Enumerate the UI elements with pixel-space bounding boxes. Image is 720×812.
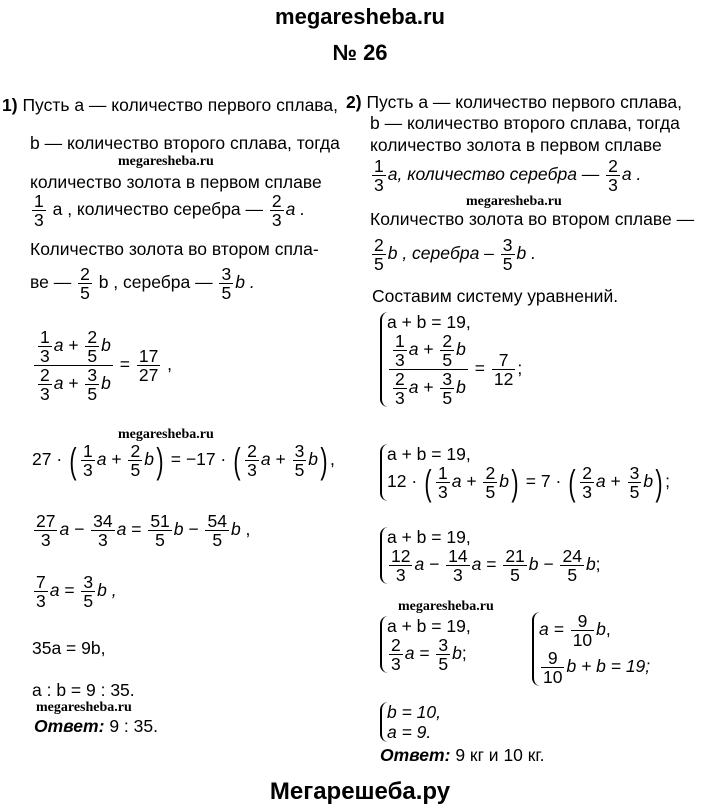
left-line-1: 1) Пусть a — количество первого сплава, [2,95,339,115]
fraction-2-3: $\frac{2}{3}$ [271,191,282,230]
fraction-3-5: $\frac{3}{5}$ [221,264,232,303]
system-3: a + b = 19, $\frac{12}{3}$ a − $\frac{14}{3}$ a = $\frac{21}{5}$ b − $\frac{24}{5}$ b; [380,527,601,584]
right-line-2: b — количество второго сплава, тогда [370,113,680,133]
right-line-6: $\frac{2}{5}$ b , серебра – $\frac{3}{5}$ b . [374,235,536,274]
system-6: b = 10, a = 9. [380,702,441,742]
left-equation-5: 35a = 9b, [32,638,106,658]
left-line-5: Количество золота во втором спла- [30,239,319,259]
left-line-6: ве — $\frac{2}{5}$ b , серебра — $\frac{3}{5}$ b . [30,264,255,303]
compound-fraction: $\frac{1}{3}$ a + $\frac{2}{5}$ b $\frac{2}{3}$ a + $\frac{3}{5}$ b [34,328,113,403]
right-answer: Ответ: 9 кг и 10 кг. [380,745,545,765]
site-title: megaresheba.ru [275,4,445,29]
left-equation-6: a : b = 9 : 35. [32,680,135,700]
watermark: megaresheba.ru [118,427,214,442]
right-line-3: количество золота в первом сплаве [370,135,662,155]
system-5: a = $\frac{9}{10}$ b, $\frac{9}{10}$ b + b = 19; [532,612,650,686]
left-equation-4: $\frac{7}{3}$ a = $\frac{3}{5}$ b , [36,572,117,611]
watermark: megaresheba.ru [398,599,494,614]
right-line-7: Составим систему уравнений. [372,286,619,306]
watermark: megaresheba.ru [118,154,214,169]
left-answer: Ответ: 9 : 35. [34,716,158,736]
left-line-3: количество золота в первом сплаве [30,172,322,192]
left-equation-3: $\frac{27}{3}$ a − $\frac{34}{3}$ a = $\frac{51}{5}$ b − $\frac{54}{5}$ b , [36,511,251,550]
footer: Мегарешеба.ру [269,778,451,805]
system-2: a + b = 19, 12 · ( $\frac{1}{3}$ a + $\frac{2}{5}$ b) = 7 · ( $\frac{2}{3}$ a + $\frac{3}{5}$ b) ; [380,444,670,501]
fraction-17-27: $\frac{17}{27}$ [138,346,159,385]
watermark: megaresheba.ru [466,194,562,209]
fraction-2-5: $\frac{2}{5}$ [80,264,90,303]
left-line-4: $\frac{1}{3}$ a , количество серебра — $\frac{2}{3}$ a . [34,191,306,230]
right-line-4: $\frac{1}{3}$ a, количество серебра — $\frac{2}{3}$ a . [374,156,642,195]
right-line-5: Количество золота во втором сплаве — [370,209,695,229]
system-4: a + b = 19, $\frac{2}{3}$ a = $\frac{3}{5}$ b; [380,616,471,673]
left-equation-2: 27 · ( $\frac{1}{3}$ a + $\frac{2}{5}$ b) = −17 · ( $\frac{2}{3}$ a + $\frac{3}{5}$ b) , [32,439,335,481]
right-line-1: 2) Пусть a — количество первого сплава, [346,92,683,112]
watermark: megaresheba.ru [36,700,132,715]
problem-number: № 26 [332,40,388,65]
left-equation-1: $\frac{1}{3}$ a + $\frac{2}{5}$ b $\frac{2}{3}$ a + $\frac{3}{5}$ b = $\frac{17}{27}$ , [32,328,172,403]
fraction-1-3: $\frac{1}{3}$ [34,191,44,230]
system-1: a + b = 19, $\frac{1}{3}$ a + $\frac{2}{5}$ b $\frac{2}{3}$ a + $\frac{3}{5}$ b = $\frac{7}{12}$ ; [380,312,522,407]
left-line-2: b — количество второго сплава, тогда [30,133,340,153]
